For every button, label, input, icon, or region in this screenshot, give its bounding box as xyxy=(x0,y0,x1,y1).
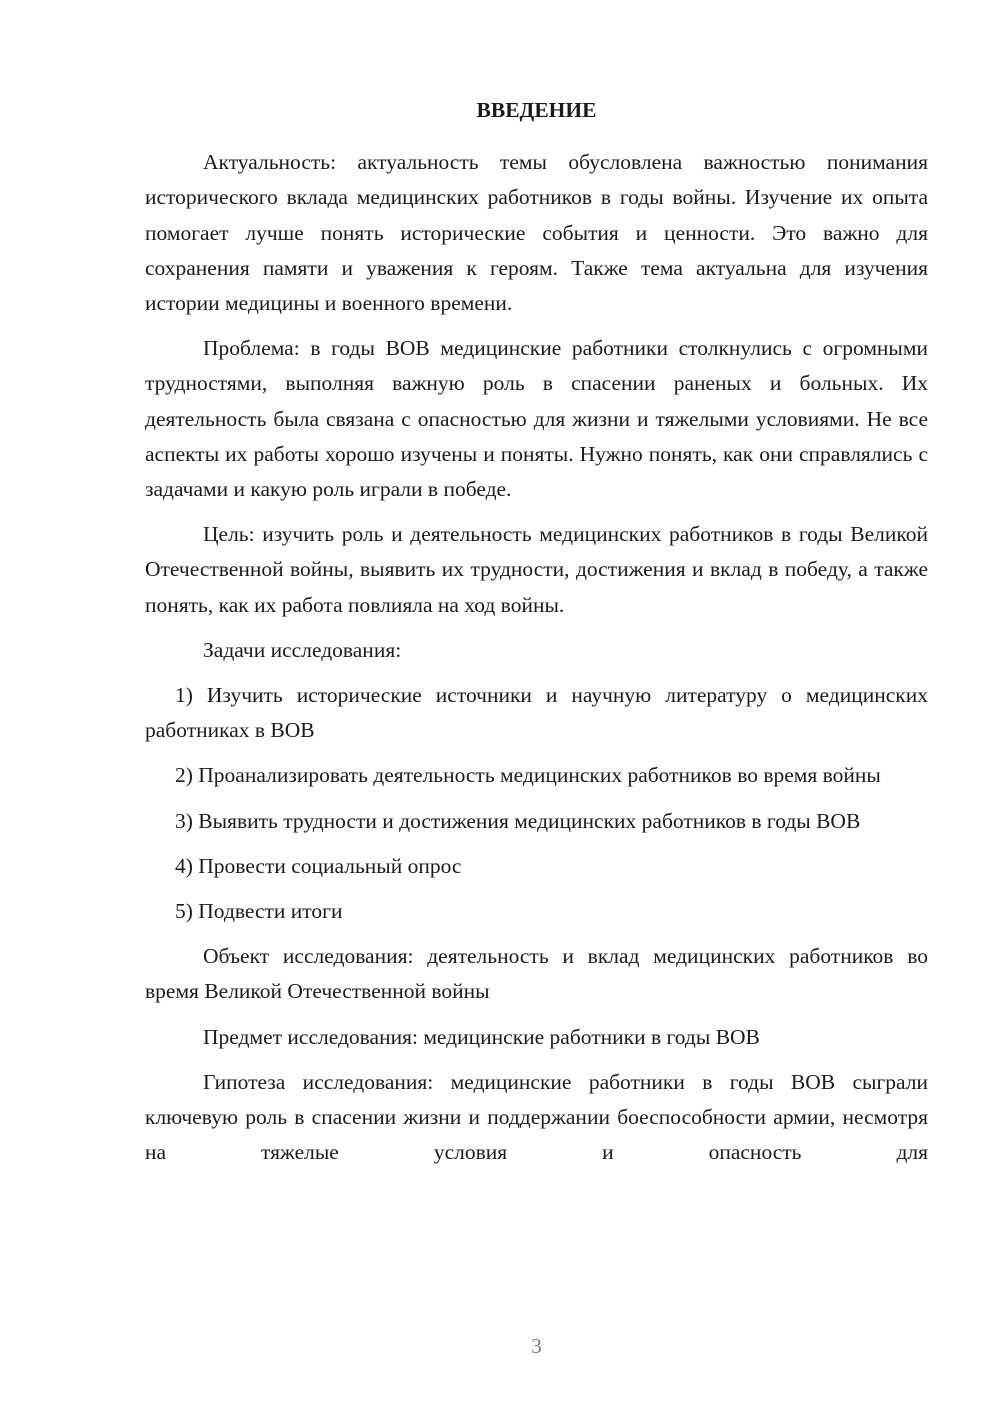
paragraph-relevance: Актуальность: актуальность темы обусловлена важностью понимания исторического вклада медицинских работников в годы войны. Изучение их опыта помогает лучше понять исторические события и ценности. Это важно для сохранения памяти и уважения к героям. Также тема актуальна для изучения истории медицины и военного времени. xyxy=(145,150,928,316)
paragraph-hypothesis: Гипотеза исследования: медицинские работники в годы ВОВ сыграли ключевую роль в спасении жизни и поддержании боеспособности армии, несмотря на тяжелые условия и опасность для xyxy=(145,1069,928,1165)
task-item-3: 3) Выявить трудности и достижения медицинских работников в годы ВОВ xyxy=(175,808,861,833)
paragraph-subject: Предмет исследования: медицинские работники в годы ВОВ xyxy=(203,1024,760,1049)
task-item-1: 1) Изучить исторические источники и научную литературу о медицинских работниках в ВОВ xyxy=(145,683,928,743)
paragraph-goal: Цель: изучить роль и деятельность медицинских работников в годы Великой Отечественной войны, выявить их трудности, достижения и вклад в победу, а также понять, как их работа повлияла на ход войны. xyxy=(145,522,928,617)
page-title: ВВЕДЕНИЕ xyxy=(476,98,597,122)
tasks-heading: Задачи исследования: xyxy=(203,637,402,662)
task-item-5: 5) Подвести итоги xyxy=(175,899,343,924)
page-number: 3 xyxy=(531,1334,542,1358)
page-content xyxy=(145,93,928,1180)
paragraph-object: Объект исследования: деятельность и вклад медицинских работников во время Великой Отечественной войны xyxy=(145,944,928,1004)
paragraph-problem: Проблема: в годы ВОВ медицинские работники столкнулись с огромными трудностями, выполняя важную роль в спасении раненых и больных. Их деятельность была связана с опасностью для жизни и тяжелыми условиями. Не все аспекты их работы хорошо изучены и поняты. Нужно понять, как они справлялись с задачами и какую роль играли в победе. xyxy=(145,336,928,502)
task-item-4: 4) Провести социальный опрос xyxy=(175,853,462,878)
task-item-2: 2) Проанализировать деятельность медицинских работников во время войны xyxy=(175,763,881,788)
